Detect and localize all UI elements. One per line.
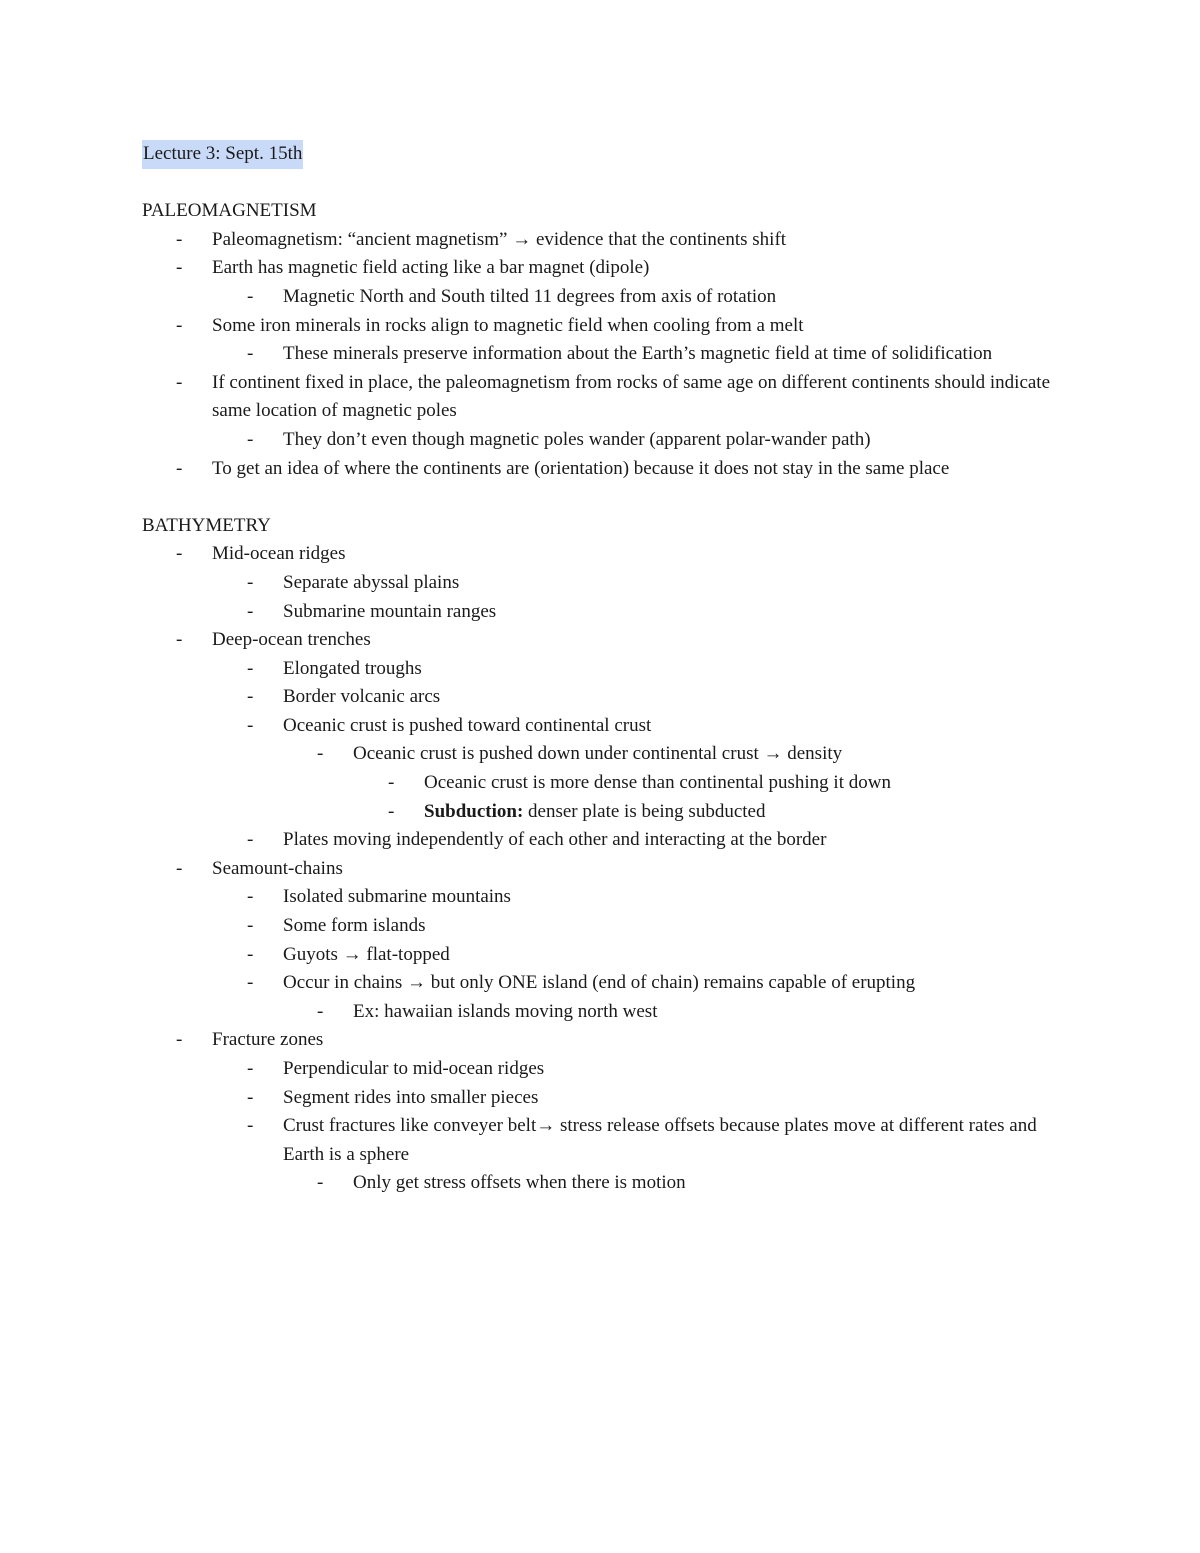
list-item: [142, 426, 1082, 455]
bullet-dash: -: [176, 371, 183, 393]
list-item-text: Oceanic crust is more dense than continental pushing it down: [424, 772, 891, 794]
list-item: [142, 998, 1082, 1027]
list-item-text: Only get stress offsets when there is motion: [353, 1172, 686, 1194]
bullet-dash: -: [388, 800, 395, 822]
bullet-dash: -: [247, 1086, 254, 1108]
bullet-dash: -: [176, 543, 183, 565]
list-item-text: Border volcanic arcs: [283, 686, 441, 708]
list-item-text: Occur in chains → but only ONE island (end of chain) remains capable of erupting: [283, 972, 916, 994]
list-item: [142, 540, 1082, 569]
bullet-dash: -: [176, 228, 183, 250]
bullet-dash: -: [247, 657, 254, 679]
list-item-text: Crust fractures like conveyer belt→ stress release offsets because plates move at different rates and Earth is a sphere: [283, 1115, 1037, 1165]
list-item: [142, 569, 1082, 598]
bullet-dash: -: [247, 829, 254, 851]
list-item: [142, 912, 1082, 941]
list-item: [142, 312, 1082, 341]
bullet-dash: -: [176, 314, 183, 336]
bullet-dash: -: [176, 257, 183, 279]
list-item-text: Paleomagnetism: “ancient magnetism” → evidence that the continents shift: [212, 228, 787, 250]
term-bold: Subduction:: [424, 800, 524, 822]
bullet-dash: -: [317, 1172, 324, 1194]
section-heading: PALEOMAGNETISM: [142, 200, 317, 222]
bullet-dash: -: [176, 629, 183, 651]
list-item-text: They don’t even though magnetic poles wander (apparent polar-wander path): [283, 428, 871, 450]
bullet-dash: -: [247, 915, 254, 937]
list-item: [142, 826, 1082, 855]
list-item-text: Seamount-chains: [212, 857, 343, 879]
list-item-text: Separate abyssal plains: [283, 571, 460, 593]
bullet-dash: -: [176, 857, 183, 879]
list-item: [142, 883, 1082, 912]
list-item: [142, 598, 1082, 627]
bullet-dash: -: [317, 743, 324, 765]
bullet-dash: -: [247, 571, 254, 593]
list-item-text: Some iron minerals in rocks align to magnetic field when cooling from a melt: [212, 314, 804, 336]
list-item-text: Submarine mountain ranges: [283, 600, 497, 622]
bullet-dash: -: [247, 343, 254, 365]
list-item-text: These minerals preserve information about the Earth’s magnetic field at time of solidification: [283, 343, 993, 365]
section-heading: BATHYMETRY: [142, 514, 271, 536]
bullet-dash: -: [247, 600, 254, 622]
list-item: [142, 1084, 1082, 1113]
list-item-text: Ex: hawaiian islands moving north west: [353, 1000, 658, 1022]
bullet-dash: -: [247, 972, 254, 994]
list-item: [142, 1112, 1082, 1169]
list-item: [142, 941, 1082, 970]
list-item-text: Guyots → flat-topped: [283, 943, 450, 965]
blank-line: [142, 169, 1082, 198]
list-item-text: Plates moving independently of each other and interacting at the border: [283, 829, 827, 851]
bullet-dash: -: [176, 1029, 183, 1051]
list-item-text: Earth has magnetic field acting like a bar magnet (dipole): [212, 257, 650, 279]
bullet-dash: -: [247, 886, 254, 908]
bullet-dash: -: [247, 943, 254, 965]
list-item: [142, 769, 1082, 798]
bullet-dash: -: [247, 1058, 254, 1079]
list-item: [142, 712, 1082, 741]
bullet-dash: -: [247, 285, 254, 307]
list-item: [142, 283, 1082, 312]
list-item-text: Oceanic crust is pushed toward continental crust: [283, 714, 652, 736]
bullet-dash: -: [176, 457, 183, 479]
title-line: [142, 140, 1082, 169]
list-item-text: Fracture zones: [212, 1029, 324, 1051]
list-item-text: Segment rides into smaller pieces: [283, 1086, 539, 1108]
list-item-text: If continent fixed in place, the paleomagnetism from rocks of same age on different continents should indicate same location of magnetic poles: [212, 371, 1051, 422]
doc-title[interactable]: Lecture 3: Sept. 15th: [142, 140, 303, 169]
bullet-dash: -: [388, 772, 395, 794]
list-item-text: Isolated submarine mountains: [283, 886, 511, 908]
blank-line: [142, 483, 1082, 512]
sections-container: [142, 197, 1082, 1198]
list-item: [142, 683, 1082, 712]
list-item-text: Oceanic crust is pushed down under continental crust → density: [353, 743, 843, 765]
list-item-text: Magnetic North and South tilted 11 degrees from axis of rotation: [283, 285, 777, 307]
bullet-dash: -: [247, 428, 254, 450]
document-body: [142, 140, 1082, 1198]
list-item-text: Some form islands: [283, 915, 426, 937]
list-item: [142, 740, 1082, 769]
bullet-dash: -: [247, 714, 254, 736]
list-item: [142, 969, 1082, 998]
list-item: [142, 798, 1082, 827]
list-item: [142, 254, 1082, 283]
list-item: [142, 655, 1082, 684]
list-item: [142, 226, 1082, 255]
list-item: [142, 626, 1082, 655]
bullet-dash: -: [247, 1115, 254, 1137]
list-item: [142, 1026, 1082, 1055]
bullet-dash: -: [317, 1000, 324, 1022]
list-item-text: Deep-ocean trenches: [212, 629, 371, 651]
list-item-text: Elongated troughs: [283, 657, 422, 679]
list-item: [142, 340, 1082, 369]
list-item: [142, 1169, 1082, 1198]
list-item: [142, 369, 1082, 426]
list-item: [142, 855, 1082, 884]
list-item: [142, 455, 1082, 484]
list-item-text: To get an idea of where the continents are (orientation) because it does not stay in the same place: [212, 457, 950, 479]
bullet-dash: -: [247, 686, 254, 708]
list-item: [142, 1055, 1082, 1084]
list-item-text: Mid-ocean ridges: [212, 543, 346, 565]
list-item-text: denser plate is being subducted: [523, 800, 766, 822]
list-item-text: Perpendicular to mid-ocean ridges: [283, 1058, 545, 1079]
